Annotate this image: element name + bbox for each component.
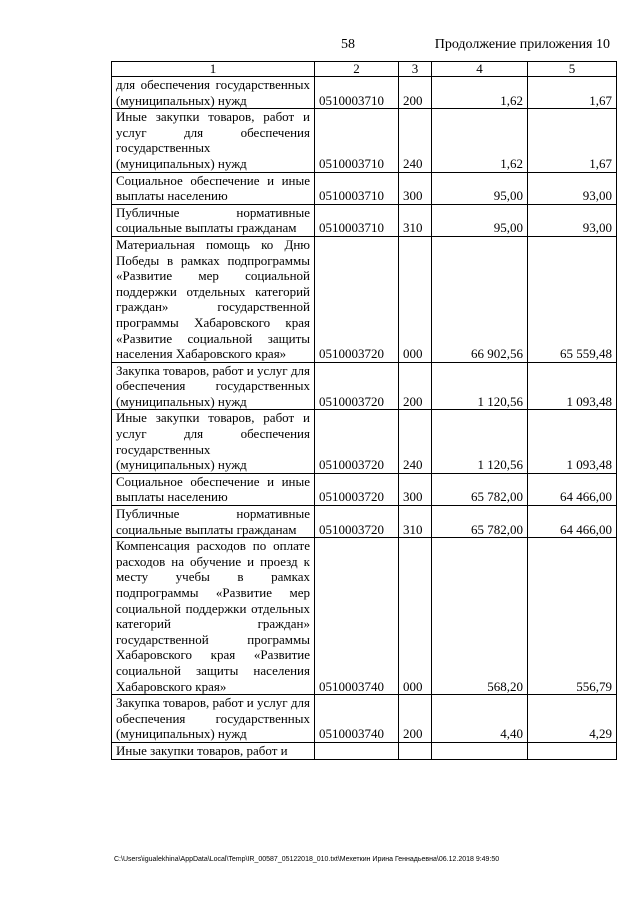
- row-name-cell: Социальное обеспечение и иные выплаты населению: [112, 473, 315, 505]
- row-value-col5: 64 466,00: [528, 506, 617, 538]
- row-value-col5: 1,67: [528, 109, 617, 172]
- row-value-col5: 1 093,48: [528, 362, 617, 410]
- row-value-col5: 4,29: [528, 695, 617, 743]
- row-value-col4: 568,20: [432, 538, 528, 695]
- row-code-cell: 0510003710: [315, 172, 399, 204]
- table-row: [112, 473, 617, 505]
- row-vr-cell: 240: [399, 109, 432, 172]
- row-value-col5: 93,00: [528, 204, 617, 236]
- row-vr-cell: 200: [399, 77, 432, 109]
- row-vr-cell: 200: [399, 362, 432, 410]
- table-header-row: [112, 62, 617, 77]
- row-name-cell: Закупка товаров, работ и услуг для обеспечения государственных (муниципальных) нужд: [112, 695, 315, 743]
- row-vr-cell: 300: [399, 473, 432, 505]
- budget-table: [111, 61, 617, 760]
- row-value-col4: 95,00: [432, 204, 528, 236]
- page-number: 58: [341, 37, 355, 52]
- table-row: [112, 538, 617, 695]
- row-name-cell: Социальное обеспечение и иные выплаты населению: [112, 172, 315, 204]
- row-value-col5: 1,67: [528, 77, 617, 109]
- table-row: [112, 204, 617, 236]
- table-row: [112, 236, 617, 362]
- column-header: 4: [432, 62, 528, 77]
- row-name-cell: для обеспечения государственных (муниципальных) нужд: [112, 77, 315, 109]
- row-value-col5: 64 466,00: [528, 473, 617, 505]
- row-name-cell: Закупка товаров, работ и услуг для обеспечения государственных (муниципальных) нужд: [112, 362, 315, 410]
- row-value-col5: 1 093,48: [528, 410, 617, 473]
- row-vr-cell: 310: [399, 204, 432, 236]
- row-code-cell: 0510003710: [315, 204, 399, 236]
- row-value-col4: 66 902,56: [432, 236, 528, 362]
- row-vr-cell: 000: [399, 538, 432, 695]
- row-name-cell: Материальная помощь ко Дню Победы в рамках подпрограммы «Развитие мер социальной поддержки отдельных категорий граждан» государственной программы Хабаровского края «Развитие социальной защиты населения Хабаровского края»: [112, 236, 315, 362]
- row-code-cell: 0510003720: [315, 506, 399, 538]
- row-value-col4: 65 782,00: [432, 506, 528, 538]
- row-value-col4: 95,00: [432, 172, 528, 204]
- row-value-col5: 556,79: [528, 538, 617, 695]
- table-row: [112, 362, 617, 410]
- row-code-cell: 0510003720: [315, 236, 399, 362]
- row-code-cell: 0510003720: [315, 473, 399, 505]
- row-vr-cell: 240: [399, 410, 432, 473]
- row-value-col4: 65 782,00: [432, 473, 528, 505]
- row-code-cell: 0510003710: [315, 109, 399, 172]
- row-code-cell: [315, 742, 399, 759]
- row-vr-cell: [399, 742, 432, 759]
- row-value-col5: [528, 742, 617, 759]
- row-name-cell: Иные закупки товаров, работ и: [112, 742, 315, 759]
- row-value-col4: 4,40: [432, 695, 528, 743]
- table-row: [112, 109, 617, 172]
- row-name-cell: Иные закупки товаров, работ и услуг для обеспечения государственных (муниципальных) нужд: [112, 410, 315, 473]
- table-row: [112, 172, 617, 204]
- row-vr-cell: 300: [399, 172, 432, 204]
- table-row: [112, 410, 617, 473]
- row-value-col5: 65 559,48: [528, 236, 617, 362]
- file-path-footer: C:\Users\igualekhina\AppData\Local\Temp\IR_00587_05122018_010.txt\Мехеткин Ирина Геннадьевна\06.12.2018 9:49:50: [114, 856, 500, 863]
- row-code-cell: 0510003740: [315, 538, 399, 695]
- row-name-cell: Публичные нормативные социальные выплаты гражданам: [112, 506, 315, 538]
- row-vr-cell: 200: [399, 695, 432, 743]
- row-vr-cell: 310: [399, 506, 432, 538]
- row-value-col5: 93,00: [528, 172, 617, 204]
- continuation-label: Продолжение приложения 10: [434, 37, 610, 52]
- row-vr-cell: 000: [399, 236, 432, 362]
- column-header: 1: [112, 62, 315, 77]
- row-code-cell: 0510003710: [315, 77, 399, 109]
- row-value-col4: [432, 742, 528, 759]
- table-row: [112, 77, 617, 109]
- column-header: 3: [399, 62, 432, 77]
- row-name-cell: Иные закупки товаров, работ и услуг для обеспечения государственных (муниципальных) нужд: [112, 109, 315, 172]
- table-row: [112, 742, 617, 759]
- row-code-cell: 0510003720: [315, 362, 399, 410]
- row-code-cell: 0510003720: [315, 410, 399, 473]
- row-name-cell: Публичные нормативные социальные выплаты гражданам: [112, 204, 315, 236]
- row-code-cell: 0510003740: [315, 695, 399, 743]
- table-row: [112, 695, 617, 743]
- row-value-col4: 1,62: [432, 77, 528, 109]
- column-header: 2: [315, 62, 399, 77]
- row-value-col4: 1 120,56: [432, 362, 528, 410]
- column-header: 5: [528, 62, 617, 77]
- row-value-col4: 1,62: [432, 109, 528, 172]
- row-value-col4: 1 120,56: [432, 410, 528, 473]
- row-name-cell: Компенсация расходов по оплате расходов на обучение и проезд к месту учебы в рамках подпрограммы «Развитие мер социальной поддержки отдельных категорий граждан» государственной программы Хабаровского края «Развитие социальной защиты населения Хабаровского края»: [112, 538, 315, 695]
- table-row: [112, 506, 617, 538]
